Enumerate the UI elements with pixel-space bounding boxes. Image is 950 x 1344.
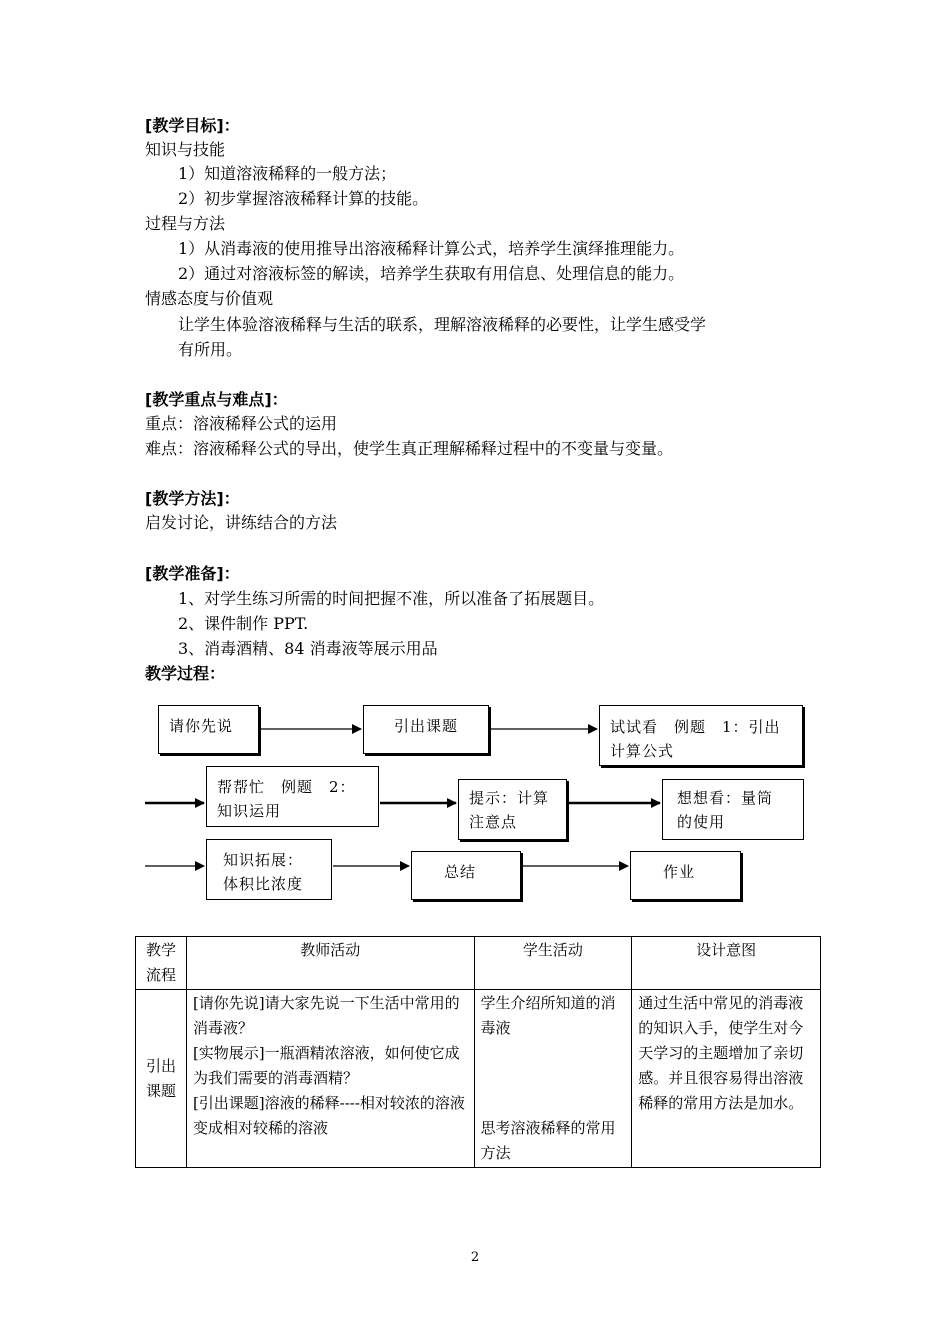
flow-box-label: 体积比浓度 (223, 875, 304, 893)
cell-intent: 通过生活中常见的消毒液的知识入手，使学生对今天学习的主题增加了亲切感。并且很容易得出溶液稀释的常用方法是加水。 (632, 990, 821, 1168)
difficulty-point: 难点：溶液稀释公式的导出，使学生真正理解稀释过程中的不变量与变量。 (145, 439, 674, 458)
key-point: 重点：溶液稀释公式的运用 (145, 414, 338, 433)
process-item: 1）从消毒液的使用推导出溶液稀释计算公式，培养学生演绎推理能力。 (178, 239, 685, 258)
process-item: 2）通过对溶液标签的解读，培养学生获取有用信息、处理信息的能力。 (178, 264, 685, 283)
flow-box-think (662, 779, 804, 840)
flow-box-extension (206, 839, 332, 900)
emotion-text-line: 有所用。 (178, 340, 243, 359)
flow-box-summary (411, 851, 521, 900)
objectives-heading: [教学目标]： (145, 116, 240, 135)
flow-box-label: 的使用 (677, 813, 726, 831)
flow-box-label: 计算公式 (610, 742, 675, 760)
knowledge-title: 知识与技能 (145, 140, 226, 159)
header-student: 学生活动 (474, 937, 632, 990)
key-points-heading: [教学重点与难点]： (145, 390, 288, 409)
preparation-heading: [教学准备]： (145, 564, 240, 583)
flow-box-label: 试试看 例题 1：引出 (610, 718, 781, 736)
flow-box-example-1 (599, 705, 803, 766)
knowledge-item: 1）知道溶液稀释的一般方法； (178, 164, 397, 183)
cell-stage: 引出 课题 (136, 990, 187, 1168)
flow-box-example-2 (206, 766, 379, 827)
table-header-row (136, 937, 821, 990)
page-number: 2 (470, 1250, 480, 1265)
flow-box-label: 总结 (444, 863, 477, 881)
flow-box-please-speak (158, 705, 259, 754)
flow-box-label: 知识拓展： (223, 851, 304, 869)
flow-box-label: 作业 (663, 863, 696, 881)
cell-teacher: [请你先说]请大家先说一下生活中常用的消毒液？ [实物展示]一瓶酒精浓溶液，如何使它成为我们需要的消毒酒精？ [引出课题]溶液的稀释----相对较浓的溶液变成相对较稀的溶液 (186, 990, 474, 1168)
flow-box-label: 帮帮忙 例题 2： (217, 778, 356, 796)
teaching-process-table (135, 936, 821, 1168)
flow-box-label: 引出课题 (394, 717, 459, 735)
flow-box-homework (630, 851, 741, 900)
flow-box-hint (458, 779, 567, 840)
emotion-title: 情感态度与价值观 (145, 289, 274, 308)
flow-box-label: 知识运用 (217, 802, 282, 820)
methods-heading: [教学方法]： (145, 489, 240, 508)
preparation-item: 1、对学生练习所需的时间把握不准，所以准备了拓展题目。 (178, 589, 605, 608)
header-stage: 教学 流程 (136, 937, 187, 990)
process-heading: 教学过程： (145, 664, 226, 683)
flow-box-label: 想想看：量筒 (677, 789, 774, 807)
cell-student: 学生介绍所知道的消毒液 思考溶液稀释的常用方法 (474, 990, 632, 1168)
preparation-item: 3、消毒酒精、84 消毒液等展示用品 (178, 639, 438, 658)
flow-box-label: 注意点 (469, 813, 518, 831)
header-intent: 设计意图 (632, 937, 821, 990)
methods-text: 启发讨论，讲练结合的方法 (145, 513, 338, 532)
knowledge-item: 2）初步掌握溶液稀释计算的技能。 (178, 189, 429, 208)
table-row (136, 990, 821, 1168)
preparation-item: 2、课件制作 PPT. (178, 614, 309, 633)
header-teacher: 教师活动 (186, 937, 474, 990)
flow-box-introduce-topic (363, 705, 489, 754)
flow-box-label: 提示：计算 (469, 789, 550, 807)
emotion-text-line: 让学生体验溶液稀释与生活的联系，理解溶液稀释的必要性，让学生感受学 (178, 315, 707, 334)
process-title: 过程与方法 (145, 214, 226, 233)
flow-box-label: 请你先说 (169, 717, 234, 735)
